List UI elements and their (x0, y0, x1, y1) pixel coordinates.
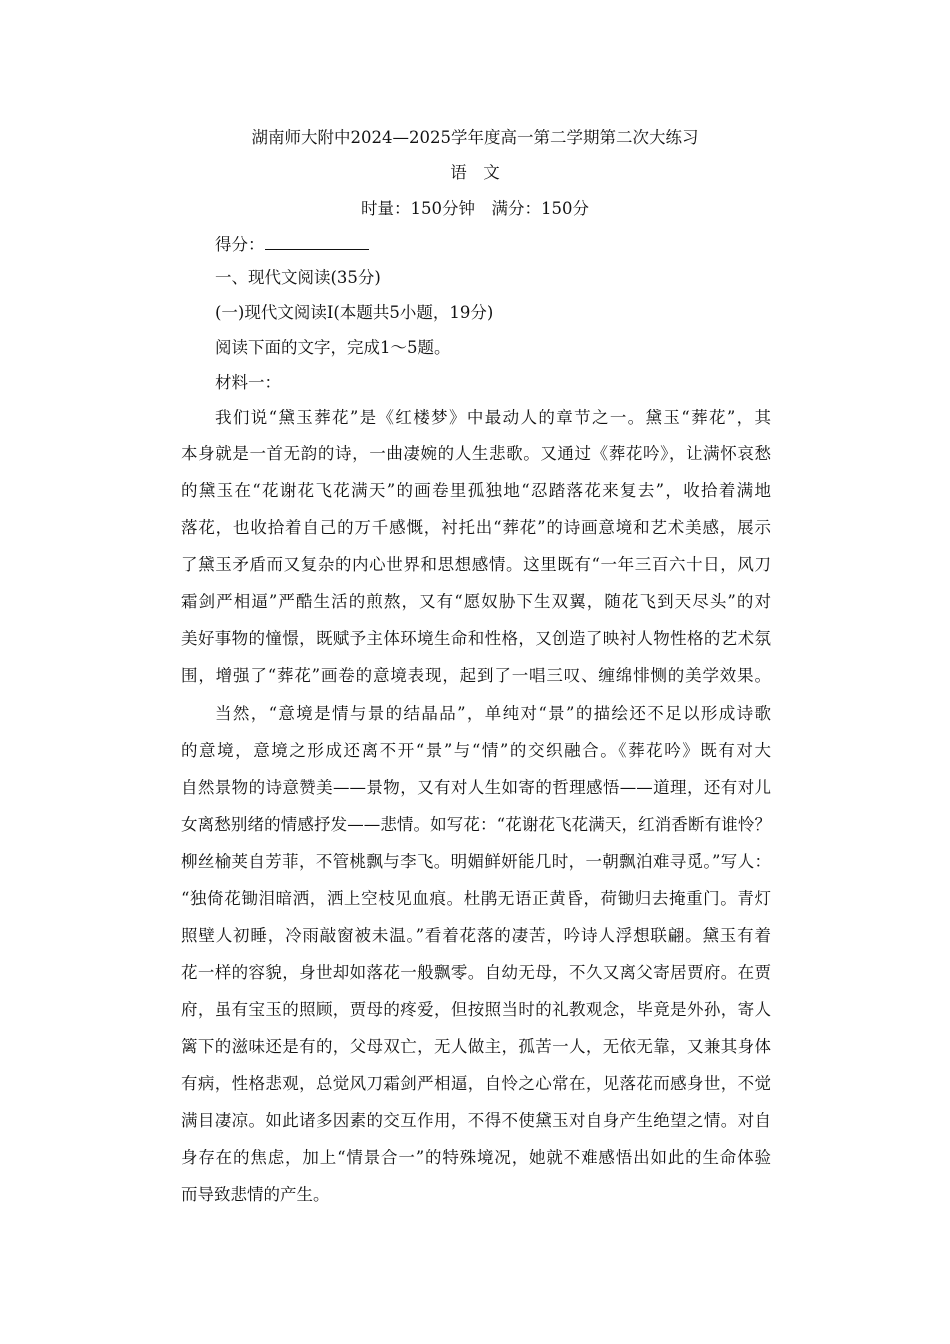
exam-title: 湖南师大附中2024—2025学年度高一第二学期第二次大练习 (251, 128, 699, 147)
paragraph-2-line: 有病，性格悲观，总觉风刀霜剑严相逼，自怜之心常在，见落花而感身世，不觉 (181, 1074, 771, 1093)
paragraph-2-line: 照壁人初睡，冷雨敲窗被未温。”看着花落的凄苦，吟诗人浮想联翩。黛玉有着 (181, 926, 771, 945)
paragraph-1-line: 本身就是一首无韵的诗，一曲凄婉的人生悲歌。又通过《葬花吟》，让满怀哀愁 (181, 444, 771, 463)
paragraph-2-line: 女离愁别绪的情感抒发——悲情。如写花：“花谢花飞花满天，红消香断有谁怜？ (181, 815, 771, 834)
score-blank[interactable] (265, 233, 369, 250)
paragraph-2-line: 篱下的滋味还是有的，父母双亡，无人做主，孤苦一人，无依无靠，又兼其身体 (181, 1037, 771, 1056)
paragraph-1-line: 美好事物的憧憬，既赋予主体环境生命和性格，又创造了映衬人物性格的艺术氛 (181, 629, 771, 648)
section-title: 一、现代文阅读(35分) (215, 268, 381, 287)
paragraph-2-line: 当然，“意境是情与景的结晶品”，单纯对“景”的描绘还不足以形成诗歌 (215, 704, 771, 723)
score-field (215, 233, 771, 255)
paragraph-2-line: 自然景物的诗意赞美——景物，又有对人生如寄的哲理感悟——道理，还有对儿 (181, 778, 771, 797)
score-label: 得分： (215, 235, 265, 254)
section-subtitle: (一)现代文阅读Ⅰ(本题共5小题，19分) (215, 303, 494, 322)
material-label: 材料一： (215, 373, 281, 392)
paragraph-2-line: 府，虽有宝玉的照顾，贾母的疼爱，但按照当时的礼教观念，毕竟是外孙，寄人 (181, 1000, 771, 1019)
paragraph-2-line: 身存在的焦虑，加上“情景合一”的特殊境况，她就不难感悟出如此的生命体验 (181, 1148, 771, 1167)
paragraph-1-line: 我们说“黛玉葬花”是《红楼梦》中最动人的章节之一。黛玉“葬花”，其 (215, 408, 771, 427)
paragraph-2-line: “独倚花锄泪暗洒，洒上空枝见血痕。杜鹃无语正黄昏，荷锄归去掩重门。青灯 (181, 889, 771, 908)
subject-heading: 语 文 (450, 163, 500, 182)
time-score-info: 时量：150分钟 满分：150分 (361, 199, 589, 218)
paragraph-2-line: 花一样的容貌，身世却如落花一般飘零。自幼无母，不久又离父寄居贾府。在贾 (181, 963, 771, 982)
paragraph-2-line: 而导致悲情的产生。 (181, 1185, 330, 1204)
paragraph-2-line: 柳丝榆荚自芳菲，不管桃飘与李飞。明媚鲜妍能几时，一朝飘泊难寻觅。”写人： (181, 852, 771, 871)
paragraph-1-line: 了黛玉矛盾而又复杂的内心世界和思想感情。这里既有“一年三百六十日，风刀 (181, 555, 771, 574)
paragraph-1-line: 围，增强了“葬花”画卷的意境表现，起到了一唱三叹、缠绵悱恻的美学效果。 (181, 666, 771, 685)
paragraph-2-line: 满目凄凉。如此诸多因素的交互作用，不得不使黛玉对自身产生绝望之情。对自 (181, 1111, 771, 1130)
paragraph-1-line: 落花，也收拾着自己的万千感慨，衬托出“葬花”的诗画意境和艺术美感，展示 (181, 518, 771, 537)
paragraph-1-line: 霜剑严相逼”严酷生活的煎熬，又有“愿奴胁下生双翼，随花飞到天尽头”的对 (181, 592, 771, 611)
paragraph-2-line: 的意境，意境之形成还离不开“景”与“情”的交织融合。《葬花吟》既有对大 (181, 741, 771, 760)
reading-instruction: 阅读下面的文字，完成1～5题。 (215, 338, 451, 357)
paragraph-1-line: 的黛玉在“花谢花飞花满天”的画卷里孤独地“忍踏落花来复去”，收拾着满地 (181, 481, 771, 500)
